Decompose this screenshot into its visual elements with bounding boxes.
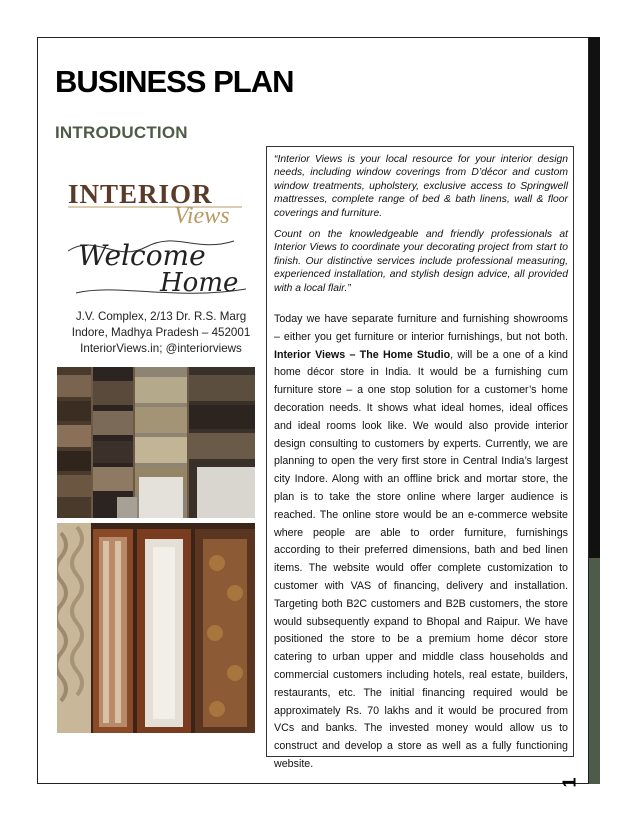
doors-photo [57, 523, 255, 733]
introduction-text-box [266, 146, 574, 770]
logo-tagline-line2: Home [160, 268, 239, 298]
introduction-paragraph [274, 311, 568, 774]
document-title: BUSINESS PLAN [55, 64, 294, 99]
quote-paragraph: Count on the knowledgeable and friendly professionals at Interior Views to coordinate your decorating project from start to finish. Our distinctive services include professional measuring, experienced installation, and stylish design advice, all provided with a local flair.” [274, 229, 568, 294]
body-text-rest: , will be a one of a kind home décor store in India. It would be a furnishing cum furniture store – a one stop solution for a customer’s home decoration needs. It shows what ideal homes, ideal offices and ideal rooms look like. We would also provide interior design consulting to customers by experts. Currently, we are planning to open the very first store in Central India’s largest city Indore. Along with an offline brick and mortar store, the plan is to take the store online where larger audience is reached. The online store would be an e-commerce website where people are able to order furniture, furnishings according to their preferred dimensions, bath and bed linen items. The website would offer complete customization to customer with VAS of financing, delivery and installation. Targeting both B2C customers and B2B customers, the store would subsequently expand to Bhopal and Raipur. We have positioned the store to be a premium home décor store catering to urban upper and middle class households and commercial customers including hotels, real estate, builders, restaurants, etc. The initial financing required would be approximately Rs. 70 lakhs and it would be procured from VCs and banks. The invested money would allow us to construct and develop a store as well as a fully functioning website. [274, 348, 568, 770]
company-address [55, 309, 267, 357]
wall-panels-photo [57, 367, 255, 518]
company-logo [56, 163, 257, 303]
body-text-start: Today we have separate furniture and furnishing showrooms – either you get furniture or interior furnishings, but not both. [274, 313, 568, 343]
address-line: InteriorViews.in; @interiorviews [80, 342, 242, 355]
side-accent-bar-green [589, 558, 600, 784]
section-heading: INTRODUCTION [55, 123, 188, 142]
logo-brand-line2: Views [174, 203, 230, 229]
page-number: 1 [559, 777, 580, 788]
store-name-bold: Interior Views – The Home Studio [274, 348, 451, 361]
address-line: J.V. Complex, 2/13 Dr. R.S. Marg [75, 310, 247, 323]
logo-tagline-line1: Welcome [78, 239, 206, 272]
address-line: Indore, Madhya Pradesh – 452001 [71, 326, 251, 339]
quote-paragraph: “Interior Views is your local resource for your interior design needs, including window coverings from D’décor and custom window treatments, upholstery, exclusive access to Springwell mattresses, complete range of bed & bath linens, wall & floor coverings and furniture. [274, 154, 568, 219]
logo-brand-line1: INTERIOR [68, 179, 213, 209]
